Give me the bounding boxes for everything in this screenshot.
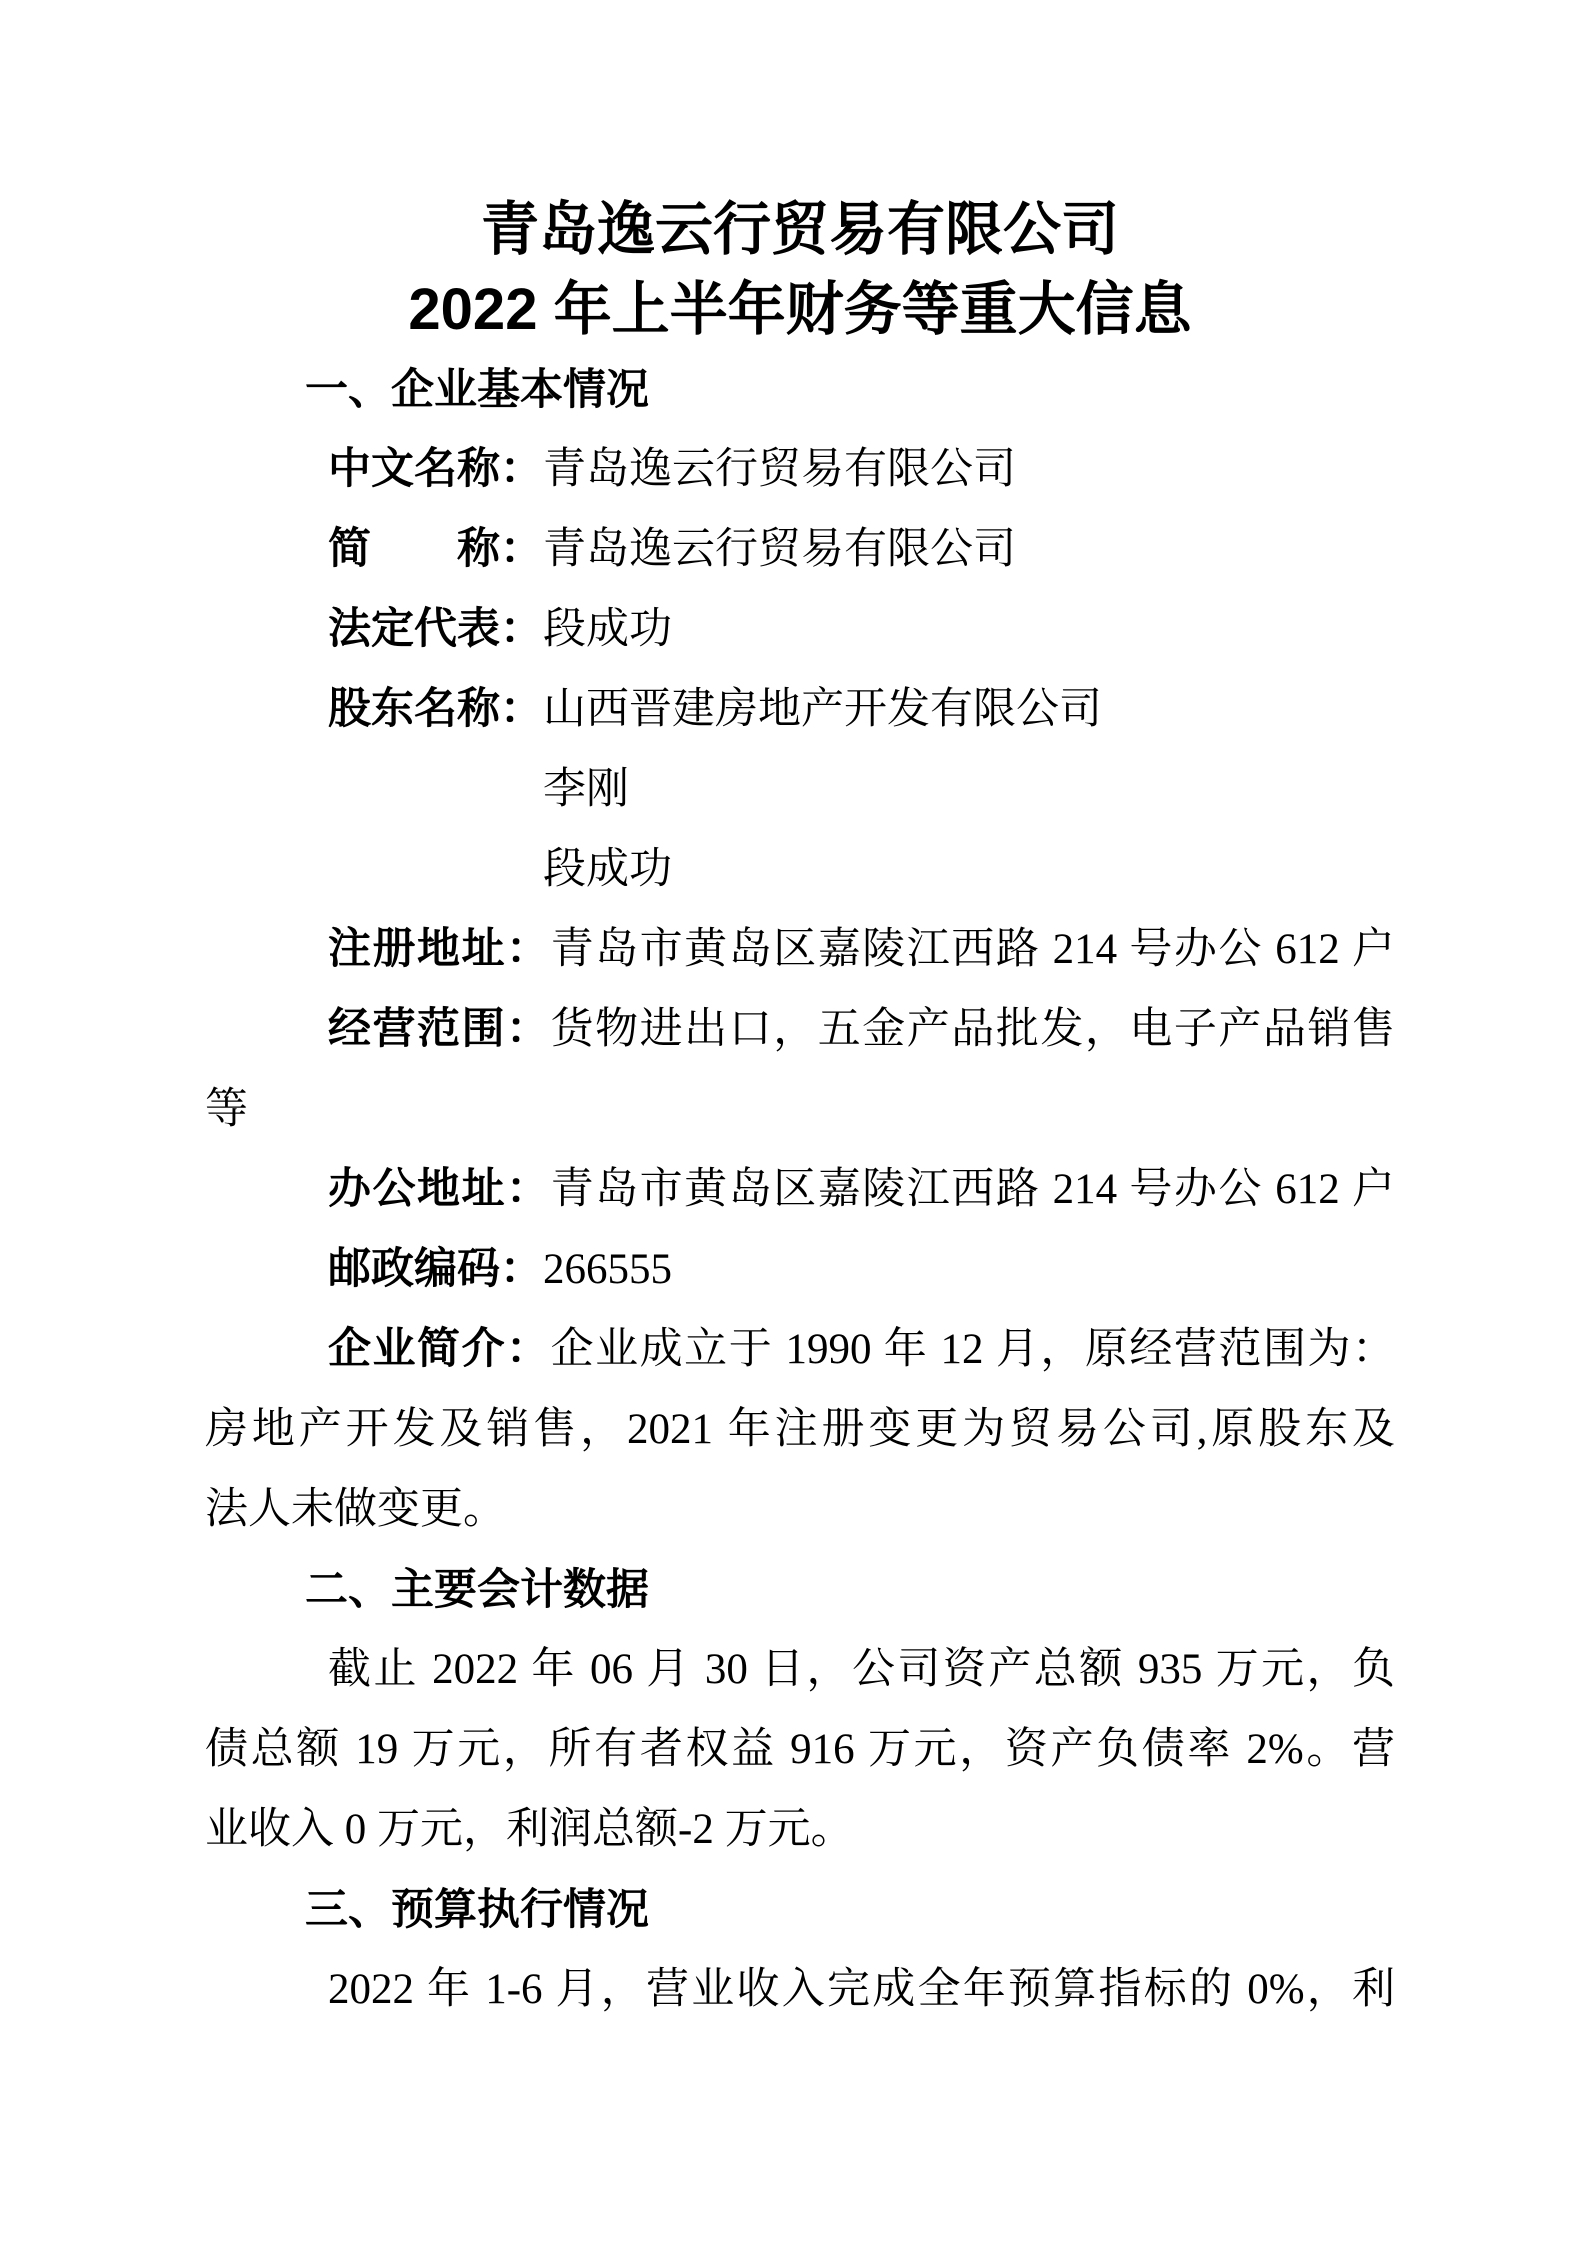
field-value: 青岛逸云行贸易有限公司 xyxy=(543,526,1016,573)
field-line xyxy=(205,1310,1395,1390)
paragraph-line: 截止 2022 年 06 月 30 日，公司资产总额 935 万元，负 xyxy=(328,1646,1395,1693)
field-value: 段成功 xyxy=(543,606,672,653)
field-label: 企业简介： xyxy=(328,1326,551,1373)
field-line xyxy=(205,670,1395,750)
field-line xyxy=(205,510,1395,590)
shareholder-continuation-line: 段成功 xyxy=(543,846,672,893)
field-line xyxy=(205,1230,1395,1310)
field-label: 注册地址： xyxy=(328,926,551,973)
field-label: 经营范围： xyxy=(328,1006,551,1053)
wrapped-text-line: 法人未做变更。 xyxy=(205,1486,506,1533)
wrapped-text-line: 等 xyxy=(205,1086,248,1133)
field-line xyxy=(205,910,1395,990)
document-content xyxy=(205,190,1395,2030)
wrapped-text-line: 业收入 0 万元，利润总额-2 万元。 xyxy=(205,1806,854,1853)
field-label: 办公地址： xyxy=(328,1166,551,1213)
paragraph-line: 2022 年 1-6 月，营业收入完成全年预算指标的 0%，利 xyxy=(328,1966,1395,2013)
wrapped-text-line: 房地产开发及销售，2021 年注册变更为贸易公司,原股东及 xyxy=(205,1406,1395,1453)
field-value: 货物进出口，五金产品批发，电子产品销售 xyxy=(550,1006,1396,1053)
shareholder-continuation-line: 李刚 xyxy=(543,766,629,813)
field-label: 中文名称： xyxy=(328,446,543,493)
section-heading: 二、主要会计数据 xyxy=(305,1566,649,1614)
wrapped-text-line: 债总额 19 万元，所有者权益 916 万元，资产负债率 2%。营 xyxy=(205,1726,1395,1773)
field-label: 法定代表： xyxy=(328,606,543,653)
field-line xyxy=(205,430,1395,510)
section-heading: 三、预算执行情况 xyxy=(305,1886,649,1934)
field-line xyxy=(205,990,1395,1070)
field-line xyxy=(205,590,1395,670)
section-heading: 一、企业基本情况 xyxy=(305,366,649,414)
field-label: 股东名称： xyxy=(328,686,543,733)
field-label: 邮政编码： xyxy=(328,1246,543,1293)
field-label: 简 称： xyxy=(328,526,543,573)
field-value: 266555 xyxy=(543,1246,672,1293)
document-title-line-1: 青岛逸云行贸易有限公司 xyxy=(480,197,1119,262)
field-value: 青岛逸云行贸易有限公司 xyxy=(543,446,1016,493)
field-value: 青岛市黄岛区嘉陵江西路 214 号办公 612 户 xyxy=(550,1166,1396,1213)
field-value: 青岛市黄岛区嘉陵江西路 214 号办公 612 户 xyxy=(550,926,1396,973)
document-body xyxy=(205,350,1395,2030)
document-title-line-2: 2022 年上半年财务等重大信息 xyxy=(408,277,1192,342)
field-value: 山西晋建房地产开发有限公司 xyxy=(543,686,1102,733)
field-line xyxy=(205,1150,1395,1230)
field-value: 企业成立于 1990 年 12 月，原经营范围为： xyxy=(550,1326,1396,1373)
